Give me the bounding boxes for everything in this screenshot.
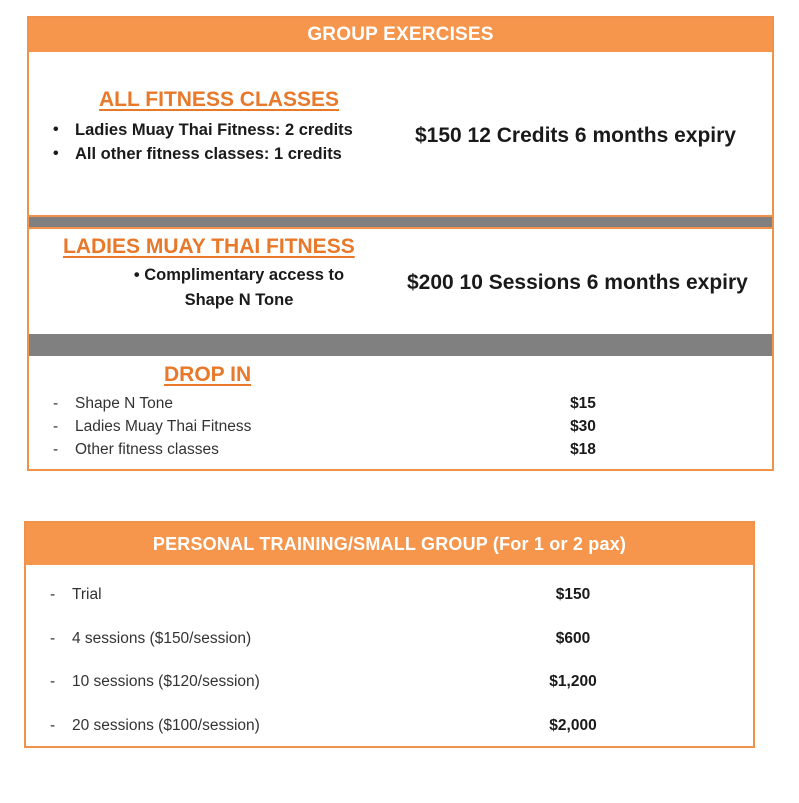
drop-in-title: DROP IN <box>164 363 252 386</box>
dash-icon: - <box>50 629 56 647</box>
group-exercises-table <box>27 16 774 471</box>
list-item: • All other fitness classes: 1 credits <box>53 142 353 166</box>
drop-in-list <box>53 395 753 464</box>
bullet-icon: • <box>133 266 140 284</box>
personal-training-price: $600 <box>555 629 591 647</box>
ladies-muay-thai-price: $200 10 Sessions 6 months expiry <box>407 271 748 294</box>
all-fitness-price: $150 12 Credits 6 months expiry <box>415 124 736 147</box>
personal-training-header: PERSONAL TRAINING/SMALL GROUP (For 1 or 2 pax) <box>26 523 753 565</box>
list-item <box>50 673 750 717</box>
ladies-muay-thai-title: LADIES MUAY THAI FITNESS <box>63 235 355 258</box>
list-item <box>53 418 753 441</box>
personal-training-label: Trial <box>72 586 102 603</box>
personal-training-label: 4 sessions ($150/session) <box>72 629 252 647</box>
list-item <box>50 630 750 674</box>
personal-training-label: 20 sessions ($100/session) <box>72 716 260 734</box>
bullet-icon: • <box>53 121 59 138</box>
personal-training-price: $1,200 <box>549 673 597 690</box>
dash-icon: - <box>50 716 56 734</box>
divider <box>29 227 772 229</box>
personal-training-table <box>24 521 755 748</box>
ladies-muay-thai-bullet: • Complimentary access to Shape N Tone <box>133 266 345 309</box>
list-item <box>50 717 750 761</box>
dash-icon: - <box>53 418 59 435</box>
list-item: • Ladies Muay Thai Fitness: 2 credits <box>53 118 353 142</box>
drop-in-label: Ladies Muay Thai Fitness <box>75 418 252 435</box>
dash-icon: - <box>53 395 59 412</box>
personal-training-list <box>50 586 750 760</box>
list-item <box>50 586 750 630</box>
drop-in-label: Shape N Tone <box>75 395 173 412</box>
dash-icon: - <box>53 441 59 458</box>
divider <box>29 217 772 227</box>
list-item <box>53 441 753 464</box>
all-fitness-classes-title: ALL FITNESS CLASSES <box>99 88 339 111</box>
all-fitness-bullet-list <box>53 118 353 166</box>
drop-in-price: $30 <box>570 418 596 435</box>
personal-training-label: 10 sessions ($120/session) <box>72 673 260 690</box>
dash-icon: - <box>50 673 56 690</box>
divider <box>29 334 772 356</box>
drop-in-price: $15 <box>570 395 596 412</box>
bullet-icon: • <box>53 145 59 162</box>
list-item <box>53 395 753 418</box>
drop-in-label: Other fitness classes <box>75 441 219 458</box>
group-exercises-header: GROUP EXERCISES <box>29 18 772 52</box>
personal-training-price: $2,000 <box>549 716 597 734</box>
personal-training-price: $150 <box>555 586 591 603</box>
drop-in-price: $18 <box>570 441 596 458</box>
dash-icon: - <box>50 586 56 603</box>
